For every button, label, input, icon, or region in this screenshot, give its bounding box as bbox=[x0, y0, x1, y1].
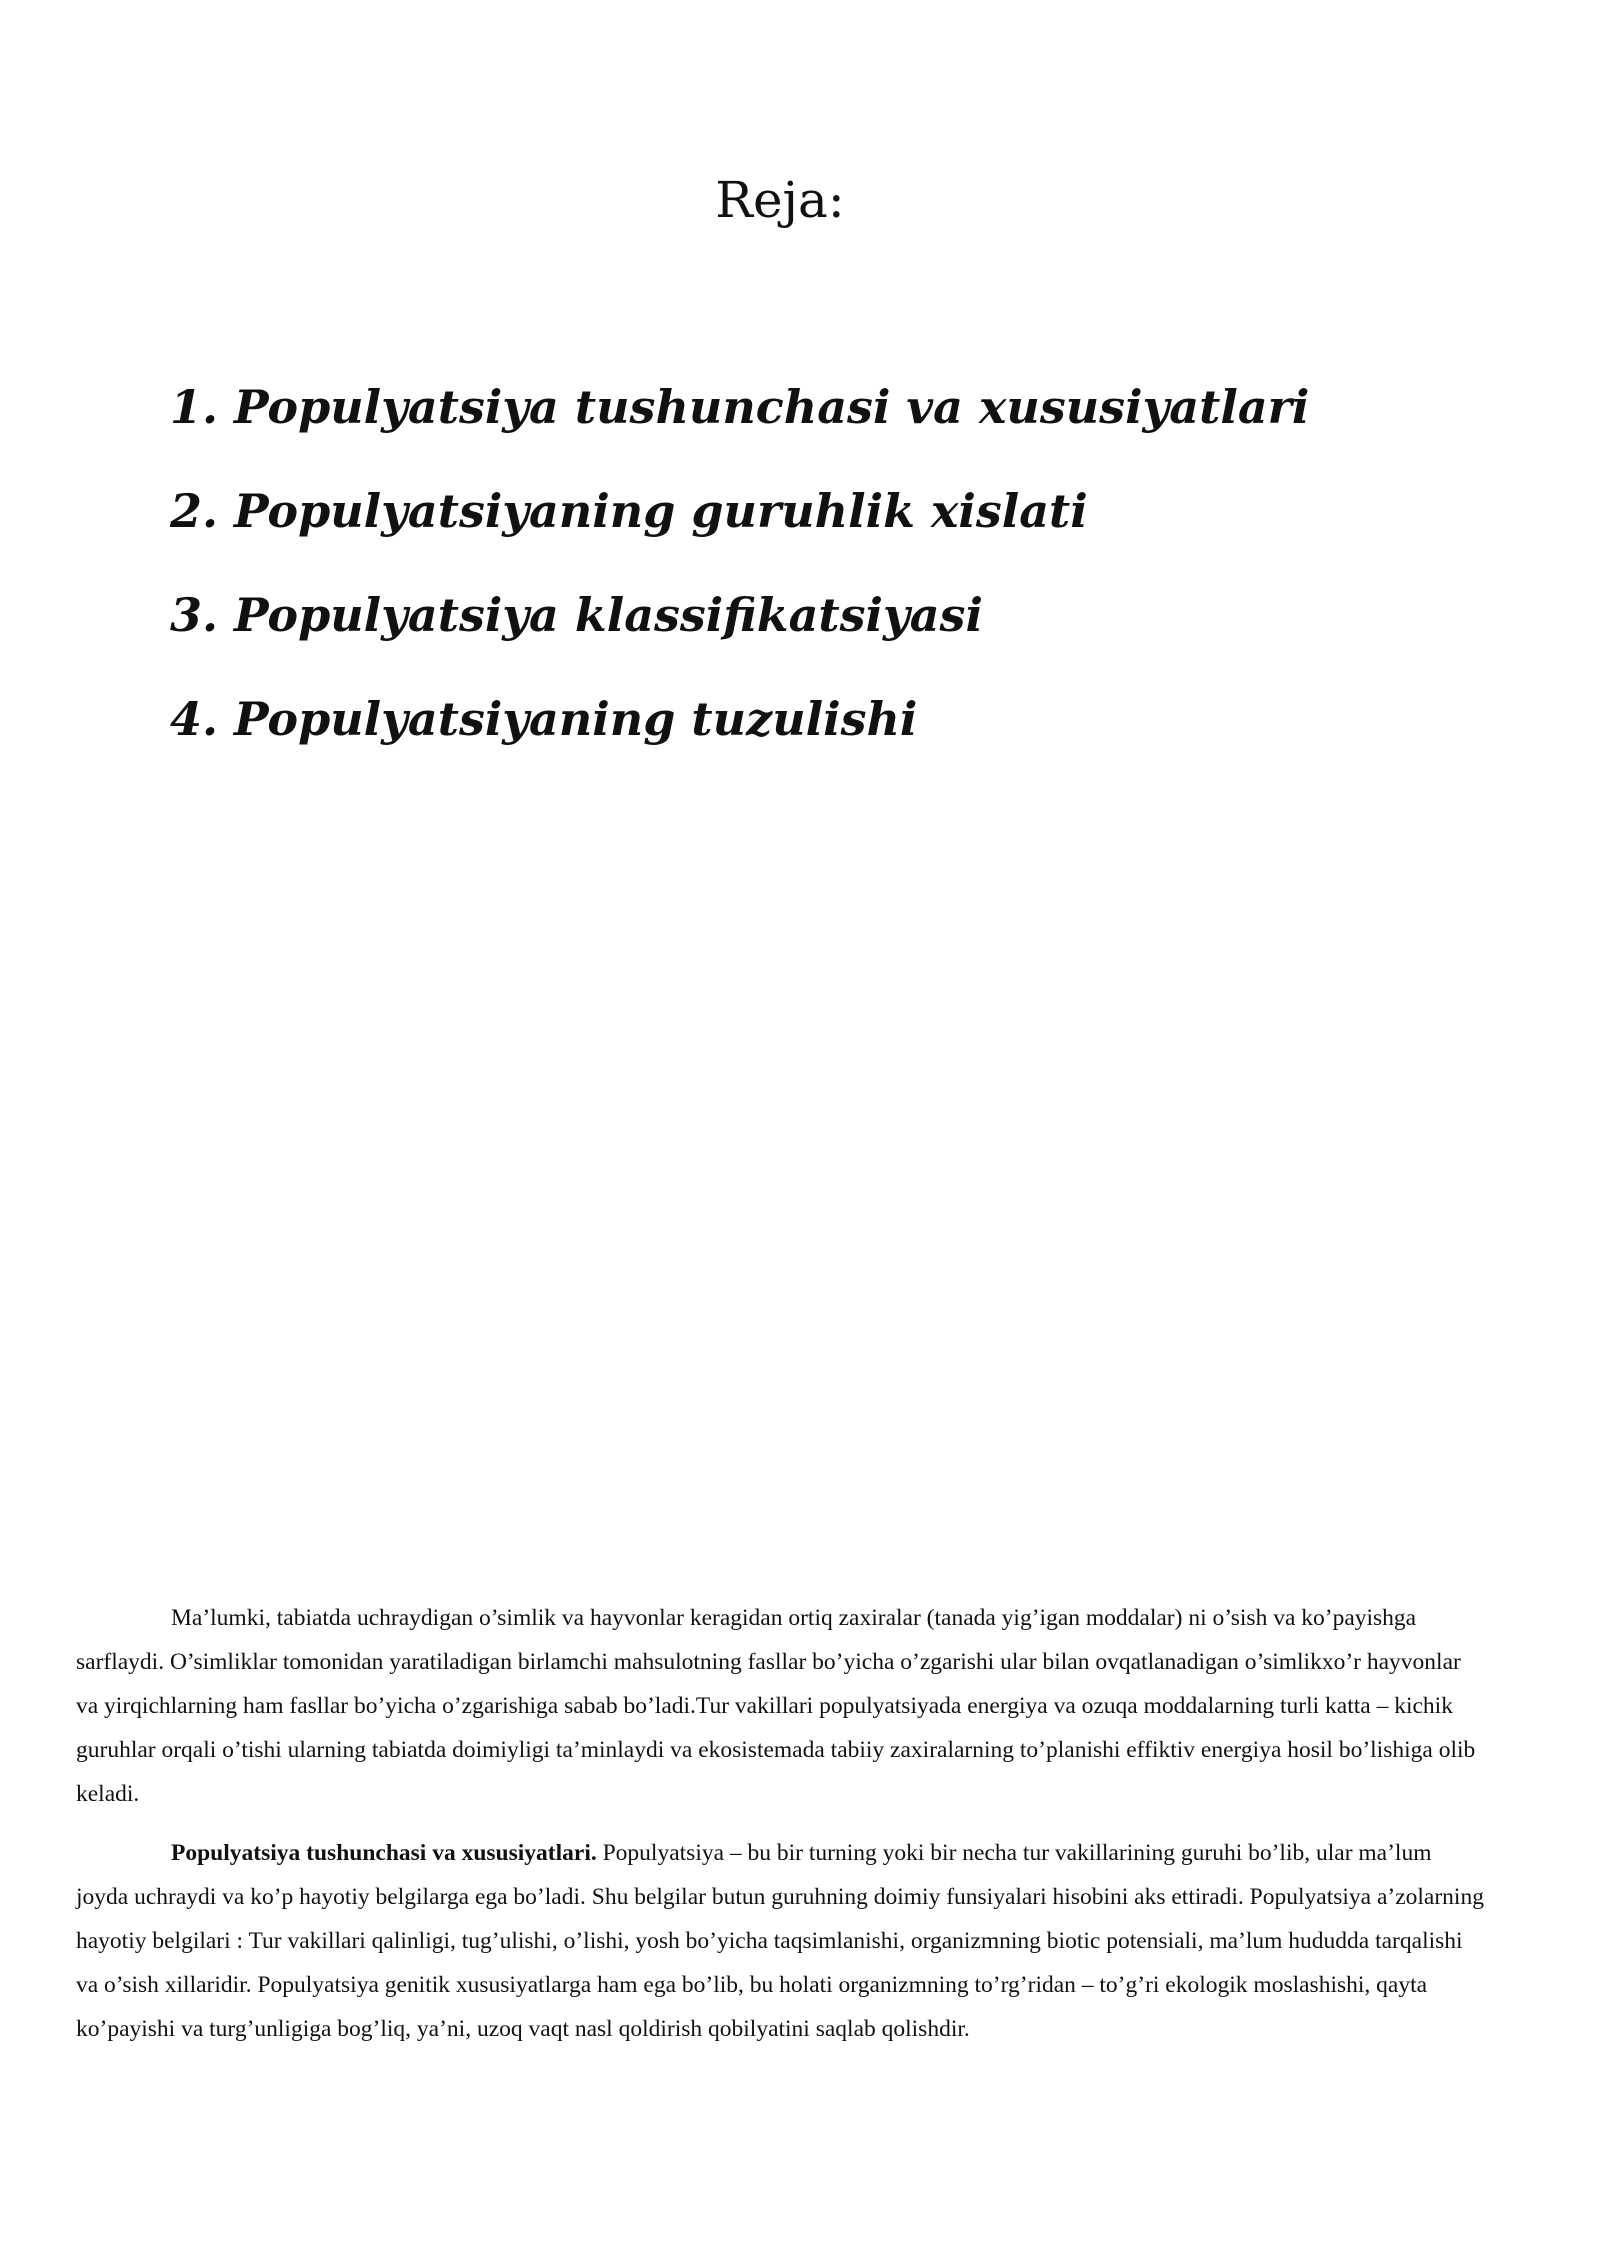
plan-item-3: 3. Populyatsiya klassifikatsiyasi bbox=[170, 588, 983, 642]
plan-item-1: 1. Populyatsiya tushunchasi va xususiyatlari bbox=[170, 380, 1310, 434]
plan-item-2: 2. Populyatsiyaning guruhlik xislati bbox=[170, 484, 1088, 538]
definition-paragraph bbox=[76, 1831, 1486, 2051]
plan-item-4: 4. Populyatsiyaning tuzulishi bbox=[170, 692, 918, 746]
plan-list bbox=[170, 355, 1309, 771]
section-lead: Populyatsiya tushunchasi va xususiyatlari. bbox=[171, 1840, 597, 1866]
page-title: Reja: bbox=[715, 171, 845, 229]
definition-text: Populyatsiya – bu bir turning yoki bir necha tur vakillarining guruhi bo’lib, ular ma’lum joyda uchraydi va ko’p hayotiy belgilarga ega bo’ladi. Shu belgilar butun guruhning doimiy funsiyalari hisobini aks ettiradi. Populyatsiya a’zolarning hayotiy belgilari : Tur vakillari qalinligi, tug’ulishi, o’lishi, yosh bo’yicha taqsimlanishi, organizmning biotic potensiali, ma’lum hududda tarqalishi va o’sish xillaridir. Populyatsiya genitik xususiyatlarga ham ega bo’lib, bu holati organizmning to’rg’ridan – to’g’ri ekologik moslashishi, qayta ko’payishi va turg’unligiga bog’liq, ya’ni, uzoq vaqt nasl qoldirish qobilyatini saqlab qolishdir. bbox=[76, 1840, 1484, 2042]
body-text bbox=[76, 1596, 1486, 2066]
intro-paragraph: Ma’lumki, tabiatda uchraydigan o’simlik va hayvonlar keragidan ortiq zaxiralar (tanada yig’igan moddalar) ni o’sish va ko’payishga sarflaydi. O’simliklar tomonidan yaratiladigan birlamchi mahsulotning fasllar bo’yicha o’zgarishi ular bilan ovqatlanadigan o’simlikxo’r hayvonlar va yirqichlarning ham fasllar bo’yicha o’zgarishiga sabab bo’ladi.Tur vakillari populyatsiyada energiya va ozuqa moddalarning turli katta – kichik guruhlar orqali o’tishi ularning tabiatda doimiyligi ta’minlaydi va ekosistemada tabiiy zaxiralarning to’planishi effiktiv energiya hosil bo’lishiga olib keladi. bbox=[76, 1605, 1476, 1807]
